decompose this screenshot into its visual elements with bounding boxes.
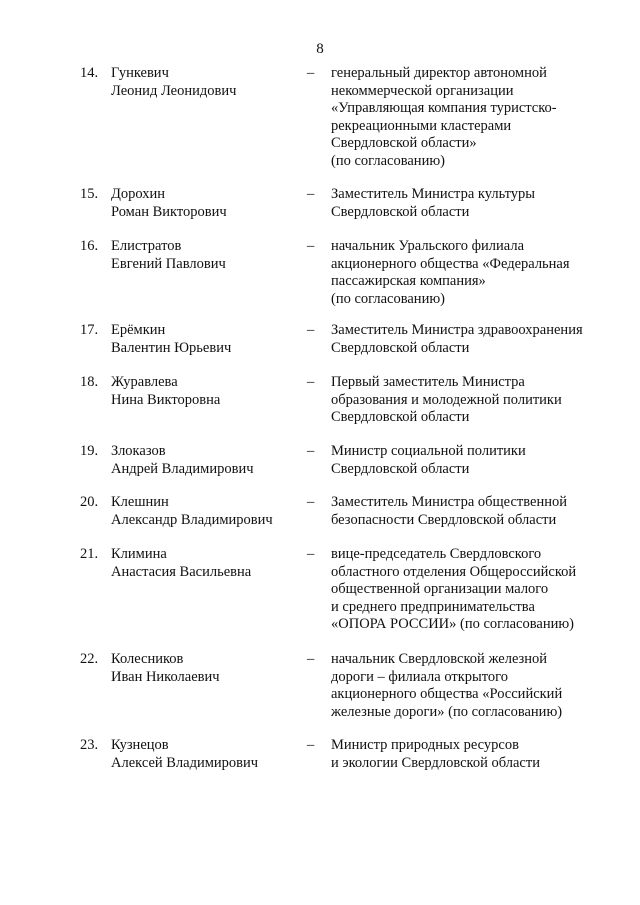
separator-dash: – [307, 322, 315, 338]
member-given-names: Анастасия Васильевна [111, 563, 252, 580]
position-line: Министр природных ресурсов [331, 737, 519, 753]
position-line: Заместитель Министра общественной [331, 494, 567, 510]
member-position [331, 494, 611, 529]
position-line: областного отделения Общероссийской [331, 563, 577, 580]
position-line: акционерного общества «Федеральная [331, 255, 570, 272]
member-position [331, 443, 611, 478]
member-surname: Гункевич [111, 65, 169, 81]
position-line: железные дороги» (по согласованию) [331, 703, 563, 720]
entry-number: 19. [80, 443, 99, 459]
member-position [331, 651, 611, 721]
member-name [111, 546, 301, 581]
member-name [111, 374, 301, 409]
position-line: начальник Уральского филиала [331, 238, 525, 254]
position-line: образования и молодежной политики [331, 391, 562, 408]
position-line: (по согласованию) [331, 152, 445, 169]
member-surname: Климина [111, 546, 167, 562]
position-line: (по согласованию) [331, 290, 445, 307]
position-line: Свердловской области» [331, 135, 477, 151]
position-line: рекреационными кластерами [331, 117, 512, 134]
member-position [331, 186, 611, 221]
position-line: и среднего предпринимательства [331, 598, 535, 615]
member-surname: Елистратов [111, 238, 182, 254]
member-name [111, 238, 301, 273]
entry-number: 22. [80, 651, 99, 667]
member-given-names: Валентин Юрьевич [111, 339, 232, 356]
member-position [331, 238, 611, 308]
position-line: «ОПОРА РОССИИ» (по согласованию) [331, 616, 575, 632]
position-line: начальник Свердловской железной [331, 651, 548, 667]
position-line: Заместитель Министра культуры [331, 186, 536, 202]
position-line: генеральный директор автономной [331, 65, 547, 81]
member-surname: Колесников [111, 651, 184, 667]
member-surname: Дорохин [111, 186, 166, 202]
member-given-names: Нина Викторовна [111, 391, 221, 408]
position-line: «Управляющая компания туристско- [331, 100, 557, 116]
separator-dash: – [307, 546, 315, 562]
entry-number: 20. [80, 494, 99, 510]
member-surname: Злоказов [111, 443, 166, 459]
separator-dash: – [307, 494, 315, 510]
entry-number: 21. [80, 546, 99, 562]
member-given-names: Андрей Владимирович [111, 460, 254, 477]
position-line: безопасности Свердловской области [331, 511, 557, 528]
member-surname: Журавлева [111, 374, 178, 390]
entry-number: 16. [80, 238, 99, 254]
separator-dash: – [307, 374, 315, 390]
separator-dash: – [307, 186, 315, 202]
position-line: Первый заместитель Министра [331, 374, 525, 390]
position-line: дороги – филиала открытого [331, 668, 509, 685]
member-name [111, 737, 301, 772]
member-position [331, 374, 611, 427]
member-name [111, 651, 301, 686]
position-line: общественной организации малого [331, 581, 549, 597]
entry-number: 14. [80, 65, 99, 81]
position-line: Министр социальной политики [331, 443, 526, 459]
member-given-names: Леонид Леонидович [111, 82, 237, 99]
separator-dash: – [307, 65, 315, 81]
position-line: Заместитель Министра здравоохранения [331, 322, 583, 338]
member-surname: Ерёмкин [111, 322, 166, 338]
entry-number: 23. [80, 737, 99, 753]
position-line: Свердловской области [331, 409, 470, 425]
position-line: и экологии Свердловской области [331, 754, 540, 771]
member-surname: Кузнецов [111, 737, 169, 753]
member-position [331, 322, 611, 357]
member-given-names: Александр Владимирович [111, 511, 273, 528]
member-name [111, 186, 301, 221]
member-surname: Клешнин [111, 494, 169, 510]
member-given-names: Евгений Павлович [111, 255, 226, 272]
page-number: 8 [316, 41, 324, 57]
separator-dash: – [307, 238, 315, 254]
position-line: Свердловской области [331, 339, 470, 356]
entry-number: 17. [80, 322, 99, 338]
separator-dash: – [307, 651, 315, 667]
member-given-names: Роман Викторович [111, 203, 227, 220]
position-line: Свердловской области [331, 460, 470, 477]
separator-dash: – [307, 737, 315, 753]
position-line: некоммерческой организации [331, 82, 514, 99]
separator-dash: – [307, 443, 315, 459]
position-line: Свердловской области [331, 203, 470, 220]
entry-number: 15. [80, 186, 99, 202]
member-name [111, 494, 301, 529]
member-name [111, 443, 301, 478]
member-position [331, 65, 611, 170]
member-position [331, 737, 611, 772]
member-given-names: Иван Николаевич [111, 668, 220, 685]
member-name [111, 65, 301, 100]
member-position [331, 546, 611, 634]
member-given-names: Алексей Владимирович [111, 754, 259, 771]
member-name [111, 322, 301, 357]
position-line: акционерного общества «Российский [331, 686, 563, 702]
position-line: вице-председатель Свердловского [331, 546, 542, 562]
position-line: пассажирская компания» [331, 273, 486, 289]
entry-number: 18. [80, 374, 99, 390]
